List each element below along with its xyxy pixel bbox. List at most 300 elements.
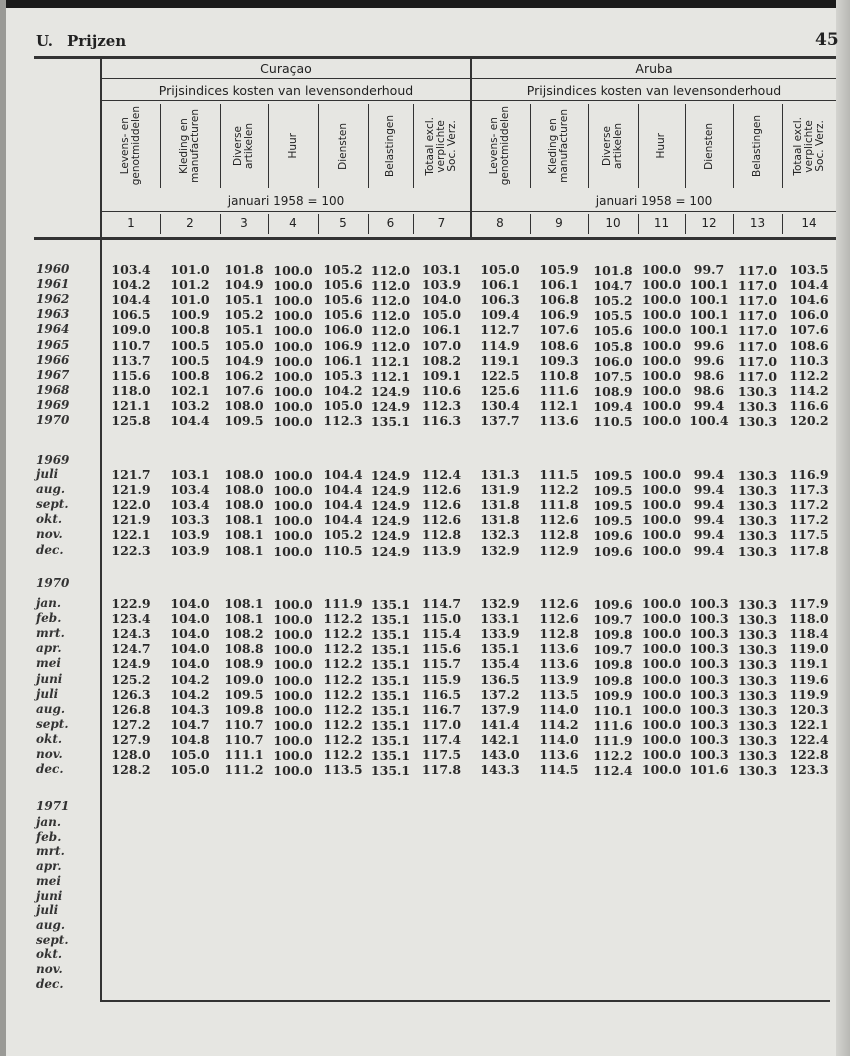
table-cell: 117.0 xyxy=(737,293,778,309)
table-cell: 135.1 xyxy=(370,597,411,612)
table-cell: 104.9 xyxy=(224,277,264,293)
table-cell: 100.0 xyxy=(641,716,682,732)
table-cell: 109.6 xyxy=(593,528,633,544)
table-cell: 118.4 xyxy=(789,626,829,642)
table-cell: 112.0 xyxy=(370,293,411,309)
row-label: dec. xyxy=(36,976,64,991)
table-cell: 100.0 xyxy=(641,497,682,513)
table-cell: 137.7 xyxy=(480,413,520,428)
table-cell: 135.1 xyxy=(370,732,411,748)
table-cell: 117.3 xyxy=(789,482,829,498)
table-cell: 108.2 xyxy=(224,626,264,642)
row-label: juli xyxy=(36,686,59,701)
column-divider xyxy=(530,214,531,234)
table-cell: 130.3 xyxy=(737,528,778,544)
table-cell: 100.0 xyxy=(641,626,682,642)
table-cell: 109.3 xyxy=(539,352,579,368)
table-cell: 100.3 xyxy=(689,686,729,702)
table-cell: 109.7 xyxy=(593,612,633,628)
table-cell: 121.9 xyxy=(111,482,151,498)
row-label: 1965 xyxy=(36,337,70,352)
row-label: 1960 xyxy=(36,262,70,276)
table-cell: 99.4 xyxy=(693,512,725,528)
table-cell: 131.8 xyxy=(480,512,520,528)
table-cell: 106.1 xyxy=(480,277,520,293)
column-number: 8 xyxy=(496,216,504,230)
table-cell: 105.5 xyxy=(593,308,633,324)
row-label: juli xyxy=(36,903,59,918)
table-top-rule xyxy=(34,56,836,59)
column-divider xyxy=(268,214,269,234)
table-cell: 131.9 xyxy=(480,482,520,498)
table-cell: 130.3 xyxy=(737,748,778,763)
row-label: mrt. xyxy=(36,844,65,859)
row-label: apr. xyxy=(36,859,62,874)
table-cell: 112.0 xyxy=(370,323,411,339)
table-cell: 125.8 xyxy=(111,413,151,428)
column-number: 12 xyxy=(701,216,717,230)
table-cell: 109.9 xyxy=(593,687,633,703)
table-cell: 100.5 xyxy=(170,337,210,353)
table-cell: 100.0 xyxy=(641,467,682,482)
table-cell: 105.0 xyxy=(480,262,520,277)
table-cell: 114.2 xyxy=(539,716,579,732)
table-cell: 110.1 xyxy=(593,702,633,718)
table-cell: 111.9 xyxy=(593,732,633,748)
table-cell: 100.3 xyxy=(689,747,729,762)
table-cell: 111.2 xyxy=(224,762,264,778)
table-cell: 110.5 xyxy=(323,542,363,558)
table-cell: 104.9 xyxy=(224,352,264,368)
table-cell: 115.6 xyxy=(421,641,462,657)
table-cell: 99.4 xyxy=(693,482,725,498)
table-cell: 100.0 xyxy=(641,262,682,277)
column-header-8 xyxy=(470,102,530,190)
table-cell: 108.1 xyxy=(224,596,264,611)
table-cell: 122.1 xyxy=(111,527,151,543)
table-cell: 113.9 xyxy=(421,542,462,558)
table-cell: 105.6 xyxy=(323,277,363,293)
column-divider xyxy=(685,214,686,234)
table-cell: 112.2 xyxy=(323,611,363,627)
row-label: jan. xyxy=(36,596,62,610)
column-number: 3 xyxy=(240,216,248,230)
table-cell: 112.6 xyxy=(421,482,462,498)
row-label: sept. xyxy=(36,716,69,731)
section-header: 1969 xyxy=(36,453,70,467)
row-label: okt. xyxy=(36,512,63,527)
table-cell: 105.6 xyxy=(593,323,633,339)
column-number: 14 xyxy=(801,216,817,230)
table-cell: 124.9 xyxy=(111,656,151,672)
table-cell: 130.3 xyxy=(737,657,778,673)
table-cell: 107.6 xyxy=(789,322,829,338)
column-divider xyxy=(588,104,589,188)
table-cell: 119.0 xyxy=(789,641,829,657)
table-cell: 100.0 xyxy=(273,398,313,414)
table-cell: 143.3 xyxy=(480,762,520,778)
table-cell: 100.9 xyxy=(170,307,210,323)
table-cell: 106.1 xyxy=(323,352,363,368)
table-cell: 132.3 xyxy=(480,527,520,543)
table-cell: 106.0 xyxy=(323,322,363,338)
column-divider xyxy=(588,214,589,234)
table-cell: 114.0 xyxy=(539,731,579,747)
row-label: mrt. xyxy=(36,626,65,641)
table-cell: 104.3 xyxy=(170,701,210,717)
table-bottom-rule xyxy=(100,1000,830,1002)
column-header-label: Diverse artikelen xyxy=(601,123,624,169)
table-cell: 100.0 xyxy=(273,748,313,763)
table-cell: 101.2 xyxy=(170,277,210,293)
table-cell: 100.8 xyxy=(170,322,210,338)
table-cell: 100.0 xyxy=(641,512,682,528)
table-cell: 109.8 xyxy=(224,701,264,717)
table-cell: 112.0 xyxy=(370,263,411,278)
column-divider xyxy=(160,214,161,234)
table-cell: 114.5 xyxy=(539,762,579,778)
table-cell: 100.3 xyxy=(689,656,729,672)
column-header-12 xyxy=(685,102,733,190)
table-cell: 100.0 xyxy=(273,528,313,544)
table-cell: 130.3 xyxy=(737,543,778,559)
table-cell: 100.0 xyxy=(273,338,313,354)
table-cell: 100.5 xyxy=(170,352,210,368)
table-cell: 130.3 xyxy=(737,383,778,399)
table-cell: 116.9 xyxy=(789,467,829,482)
table-cell: 106.8 xyxy=(539,292,579,308)
table-cell: 105.0 xyxy=(170,762,210,778)
table-cell: 104.0 xyxy=(170,626,210,642)
table-cell: 124.9 xyxy=(370,483,411,499)
table-cell: 112.6 xyxy=(421,512,462,528)
table-cell: 122.0 xyxy=(111,497,151,513)
table-cell: 103.4 xyxy=(111,262,151,277)
table-cell: 100.0 xyxy=(641,596,682,611)
table-cell: 116.6 xyxy=(789,397,829,413)
table-cell: 109.5 xyxy=(593,483,633,499)
row-label: aug. xyxy=(36,701,66,716)
table-cell: 109.4 xyxy=(593,398,633,414)
table-cell: 100.0 xyxy=(273,498,313,514)
column-number: 10 xyxy=(605,216,621,230)
table-cell: 105.2 xyxy=(593,293,633,309)
table-cell: 135.1 xyxy=(370,642,411,658)
table-cell: 111.6 xyxy=(593,717,633,733)
table-cell: 115.9 xyxy=(421,671,462,687)
table-cell: 106.3 xyxy=(480,292,520,308)
table-cell: 124.9 xyxy=(370,498,411,514)
table-cell: 112.2 xyxy=(789,367,829,383)
table-cell: 100.4 xyxy=(689,413,729,428)
table-cell: 99.4 xyxy=(693,467,725,482)
table-cell: 110.7 xyxy=(111,337,151,353)
table-cell: 108.6 xyxy=(789,337,829,353)
table-cell: 108.9 xyxy=(593,383,633,399)
region-curacao-title: Curaçao xyxy=(260,61,312,76)
table-cell: 112.3 xyxy=(323,413,363,428)
table-cell: 107.6 xyxy=(539,322,579,338)
table-cell: 105.1 xyxy=(224,292,264,308)
column-header-11 xyxy=(638,102,685,190)
table-cell: 117.4 xyxy=(421,731,462,747)
row-label: 1967 xyxy=(36,367,70,382)
table-cell: 100.0 xyxy=(641,762,682,778)
table-cell: 100.0 xyxy=(273,513,313,529)
table-cell: 137.9 xyxy=(480,701,520,717)
column-header-label: Levens- en genotmiddelen xyxy=(119,106,142,186)
table-cell: 105.0 xyxy=(323,397,363,413)
table-cell: 117.2 xyxy=(789,512,829,528)
table-cell: 130.3 xyxy=(737,414,778,429)
table-cell: 100.3 xyxy=(689,671,729,687)
table-cell: 119.6 xyxy=(789,671,829,687)
column-header-label: Totaal excl. verplichte Soc. Verz. xyxy=(424,116,458,176)
table-cell: 100.0 xyxy=(273,763,313,779)
column-divider xyxy=(413,104,414,188)
table-cell: 103.5 xyxy=(789,262,829,277)
table-cell: 112.3 xyxy=(421,397,462,413)
row-label: 1964 xyxy=(36,322,70,337)
row-label: feb. xyxy=(36,611,62,626)
table-cell: 104.2 xyxy=(170,686,210,702)
column-divider xyxy=(733,104,734,188)
table-cell: 104.0 xyxy=(170,656,210,672)
table-cell: 101.6 xyxy=(689,762,729,778)
table-cell: 104.4 xyxy=(323,512,363,528)
scan-right-edge xyxy=(836,0,850,1056)
table-cell: 126.3 xyxy=(111,686,151,702)
row-label: 1970 xyxy=(36,413,70,427)
column-header-label: Huur xyxy=(655,133,667,159)
column-header-2 xyxy=(160,102,220,190)
table-cell: 109.5 xyxy=(224,686,264,702)
table-cell: 109.5 xyxy=(593,513,633,529)
table-cell: 124.7 xyxy=(111,641,151,657)
column-number: 7 xyxy=(437,216,446,230)
table-cell: 107.0 xyxy=(421,337,462,353)
table-cell: 130.3 xyxy=(737,483,778,499)
table-cell: 103.4 xyxy=(170,497,210,513)
region-aruba-subtitle: Prijsindices kosten van levensonderhoud xyxy=(526,83,782,98)
table-cell: 106.0 xyxy=(789,307,829,323)
table-cell: 109.8 xyxy=(593,672,633,688)
table-cell: 112.2 xyxy=(323,626,363,642)
table-cell: 100.0 xyxy=(641,641,682,657)
table-cell: 124.9 xyxy=(370,383,411,399)
table-cell: 100.0 xyxy=(273,414,313,429)
table-cell: 124.3 xyxy=(111,626,151,642)
rule xyxy=(102,78,836,79)
column-divider xyxy=(268,104,269,188)
table-cell: 121.7 xyxy=(111,467,151,482)
table-cell: 141.4 xyxy=(480,716,520,732)
table-cell: 135.1 xyxy=(370,763,411,779)
table-cell: 106.1 xyxy=(539,277,579,293)
column-number: 6 xyxy=(386,216,395,230)
table-cell: 114.2 xyxy=(789,382,829,398)
table-cell: 106.1 xyxy=(421,322,462,338)
column-number: 2 xyxy=(186,216,194,230)
table-cell: 130.3 xyxy=(737,627,778,643)
column-header-label: Diensten xyxy=(702,122,715,170)
table-cell: 104.4 xyxy=(323,467,363,482)
table-cell: 100.0 xyxy=(641,527,682,543)
table-cell: 124.9 xyxy=(370,543,411,559)
column-divider xyxy=(318,104,319,188)
table-cell: 112.2 xyxy=(323,641,363,657)
column-divider xyxy=(318,214,319,234)
table-cell: 100.0 xyxy=(273,732,313,748)
table-cell: 130.3 xyxy=(737,732,778,748)
table-cell: 126.8 xyxy=(111,701,151,717)
row-label: 1969 xyxy=(36,397,70,412)
region-curacao-subtitle: Prijsindices kosten van levensonderhoud xyxy=(158,83,414,98)
table-cell: 100.3 xyxy=(689,731,729,747)
table-cell: 103.2 xyxy=(170,397,210,413)
table-cell: 112.1 xyxy=(370,368,411,384)
table-cell: 143.0 xyxy=(480,747,520,762)
table-cell: 104.0 xyxy=(170,611,210,627)
table-cell: 109.6 xyxy=(593,543,633,559)
table-cell: 100.0 xyxy=(641,542,682,558)
row-label: sept. xyxy=(36,497,69,512)
table-cell: 100.0 xyxy=(273,702,313,718)
table-cell: 103.9 xyxy=(170,542,210,558)
column-divider xyxy=(368,214,369,234)
column-header-label: Kleding en manufacturen xyxy=(178,109,201,183)
table-cell: 142.1 xyxy=(480,731,520,747)
column-number: 9 xyxy=(555,216,563,230)
table-cell: 100.0 xyxy=(273,543,313,559)
table-cell: 104.7 xyxy=(593,278,633,294)
table-cell: 100.0 xyxy=(273,612,313,628)
table-cell: 100.0 xyxy=(641,611,682,627)
table-cell: 117.8 xyxy=(421,762,462,778)
table-cell: 100.3 xyxy=(689,701,729,717)
table-cell: 117.0 xyxy=(737,263,778,278)
table-cell: 104.4 xyxy=(170,413,210,428)
table-cell: 100.0 xyxy=(273,687,313,703)
table-cell: 132.9 xyxy=(480,596,520,611)
column-divider xyxy=(782,104,783,188)
table-cell: 130.3 xyxy=(737,717,778,733)
table-cell: 109.4 xyxy=(480,307,520,323)
table-cell: 105.8 xyxy=(593,338,633,354)
table-cell: 112.2 xyxy=(323,671,363,687)
table-cell: 106.9 xyxy=(323,337,363,353)
table-cell: 135.4 xyxy=(480,656,520,672)
column-divider xyxy=(685,104,686,188)
table-cell: 111.9 xyxy=(323,596,363,611)
table-cell: 130.3 xyxy=(737,513,778,529)
table-cell: 111.5 xyxy=(539,467,579,482)
table-cell: 135.1 xyxy=(370,627,411,643)
table-cell: 100.8 xyxy=(170,367,210,383)
table-cell: 100.0 xyxy=(273,308,313,324)
table-cell: 118.0 xyxy=(111,382,151,398)
row-label: 1962 xyxy=(36,292,70,307)
row-label: okt. xyxy=(36,947,63,962)
table-cell: 105.3 xyxy=(323,367,363,383)
table-cell: 114.9 xyxy=(480,337,520,353)
table-cell: 130.3 xyxy=(737,612,778,628)
table-cell: 108.1 xyxy=(224,611,264,627)
table-cell: 100.0 xyxy=(641,686,682,702)
section-header: 1971 xyxy=(36,799,70,813)
table-cell: 101.0 xyxy=(170,292,210,308)
table-cell: 104.4 xyxy=(323,497,363,513)
table-cell: 100.0 xyxy=(641,322,682,338)
column-header-label: Belastingen xyxy=(751,115,763,177)
table-cell: 130.3 xyxy=(737,642,778,658)
table-cell: 100.3 xyxy=(689,716,729,732)
table-cell: 104.0 xyxy=(421,292,462,308)
table-cell: 137.2 xyxy=(480,686,520,702)
table-cell: 111.8 xyxy=(539,497,579,513)
table-cell: 112.8 xyxy=(539,527,579,543)
column-header-6 xyxy=(368,102,413,190)
table-cell: 124.9 xyxy=(370,468,411,483)
table-cell: 100.0 xyxy=(641,367,682,383)
row-label: 1966 xyxy=(36,352,70,367)
column-divider xyxy=(782,214,783,234)
table-cell: 112.2 xyxy=(593,748,633,763)
table-cell: 109.8 xyxy=(593,657,633,673)
table-cell: 113.6 xyxy=(539,747,579,762)
table-cell: 104.4 xyxy=(111,292,151,308)
row-label: juni xyxy=(36,888,63,903)
table-cell: 108.1 xyxy=(224,512,264,528)
row-label: dec. xyxy=(36,762,64,777)
table-cell: 128.0 xyxy=(111,747,151,762)
table-cell: 133.9 xyxy=(480,626,520,642)
table-cell: 108.6 xyxy=(539,337,579,353)
table-cell: 105.2 xyxy=(224,307,264,323)
table-cell: 125.6 xyxy=(480,382,520,398)
table-cell: 105.1 xyxy=(224,322,264,338)
header-bottom-rule xyxy=(34,237,836,240)
table-cell: 112.9 xyxy=(539,542,579,558)
table-cell: 101.8 xyxy=(224,262,264,277)
table-cell: 107.6 xyxy=(224,382,264,398)
column-divider xyxy=(638,214,639,234)
column-divider xyxy=(733,214,734,234)
column-divider xyxy=(638,104,639,188)
table-cell: 112.8 xyxy=(539,626,579,642)
column-header-7 xyxy=(413,102,470,190)
table-cell: 116.3 xyxy=(421,413,462,428)
table-cell: 111.6 xyxy=(539,382,579,398)
column-number: 11 xyxy=(653,216,670,230)
table-cell: 100.0 xyxy=(641,352,682,368)
column-header-label: Huur xyxy=(286,133,299,159)
table-cell: 100.0 xyxy=(641,307,682,323)
scan-top-edge xyxy=(0,0,850,8)
table-cell: 122.5 xyxy=(480,367,520,383)
table-cell: 104.0 xyxy=(170,641,210,657)
table-cell: 105.0 xyxy=(421,307,462,323)
table-cell: 117.0 xyxy=(737,338,778,354)
table-cell: 111.1 xyxy=(224,747,264,762)
table-cell: 100.0 xyxy=(641,292,682,308)
table-cell: 100.0 xyxy=(641,671,682,687)
table-cell: 120.2 xyxy=(789,413,829,428)
table-cell: 115.7 xyxy=(421,656,462,672)
table-cell: 100.0 xyxy=(641,397,682,413)
table-cell: 110.6 xyxy=(421,382,462,398)
page-header xyxy=(36,32,140,50)
